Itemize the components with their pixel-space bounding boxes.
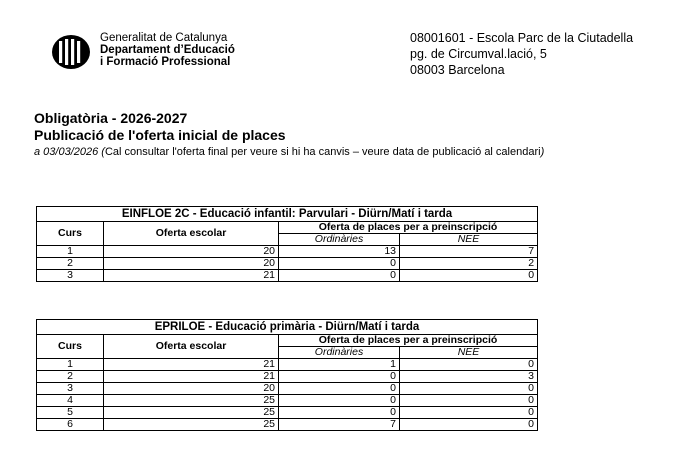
cell-oferta: 25	[104, 419, 279, 431]
cell-oferta: 21	[104, 270, 279, 282]
table-row	[37, 359, 538, 371]
publication-note	[34, 145, 544, 160]
cell-ordinaries: 1	[279, 359, 400, 371]
cell-curs: 2	[37, 258, 104, 270]
offer-table-infantil	[36, 206, 538, 282]
publication-note-end: )	[540, 146, 545, 158]
logo-line-generalitat: Generalitat de Catalunya	[100, 32, 228, 44]
generalitat-emblem-icon	[50, 32, 92, 72]
school-name: 08001601 - Escola Parc de la Ciutadella	[410, 31, 634, 45]
school-city: 08003 Barcelona	[410, 63, 505, 77]
cell-nee: 0	[400, 270, 538, 282]
cell-nee: 7	[400, 246, 538, 258]
col-curs: Curs	[37, 222, 104, 246]
cell-curs: 5	[37, 407, 104, 419]
logo-line-departament: Departament d’Educació	[100, 44, 235, 56]
cell-nee: 0	[400, 407, 538, 419]
cell-oferta: 20	[104, 258, 279, 270]
table-row	[37, 270, 538, 282]
table-title: EPRILOE - Educació primària - Diürn/Matí i tarda	[37, 320, 538, 335]
table-row	[37, 407, 538, 419]
cell-ordinaries: 0	[279, 407, 400, 419]
cell-ordinaries: 0	[279, 371, 400, 383]
table-row	[37, 371, 538, 383]
cell-oferta: 25	[104, 407, 279, 419]
cell-curs: 4	[37, 395, 104, 407]
generalitat-logo	[50, 32, 290, 72]
cell-nee: 2	[400, 258, 538, 270]
col-preinscripcio: Oferta de places per a preinscripció	[279, 222, 538, 234]
cell-nee: 0	[400, 395, 538, 407]
table-row	[37, 395, 538, 407]
publication-note-text: Cal consultar l'oferta final per veure si hi ha canvis – veure data de publicació al calendari	[104, 146, 541, 158]
page-subtitle: Publicació de l'oferta inicial de places	[34, 127, 286, 143]
school-street: pg. de Circumval.lació, 5	[410, 47, 547, 61]
cell-curs: 3	[37, 270, 104, 282]
col-oferta: Oferta escolar	[104, 335, 279, 359]
publication-date: a 03/03/2026 (	[34, 146, 105, 158]
cell-nee: 0	[400, 359, 538, 371]
cell-curs: 1	[37, 359, 104, 371]
cell-ordinaries: 0	[279, 395, 400, 407]
col-oferta: Oferta escolar	[104, 222, 279, 246]
cell-curs: 2	[37, 371, 104, 383]
col-nee: NEE	[400, 347, 538, 359]
cell-nee: 0	[400, 419, 538, 431]
cell-ordinaries: 0	[279, 383, 400, 395]
col-ordinaries: Ordinàries	[279, 347, 400, 359]
school-address	[410, 30, 633, 78]
table-row	[37, 258, 538, 270]
cell-curs: 6	[37, 419, 104, 431]
offer-table-primaria	[36, 319, 538, 431]
cell-oferta: 20	[104, 383, 279, 395]
cell-oferta: 21	[104, 359, 279, 371]
col-ordinaries: Ordinàries	[279, 234, 400, 246]
page-heading	[34, 110, 544, 160]
cell-nee: 3	[400, 371, 538, 383]
cell-curs: 1	[37, 246, 104, 258]
cell-oferta: 25	[104, 395, 279, 407]
cell-curs: 3	[37, 383, 104, 395]
page-title: Obligatòria - 2026-2027	[34, 110, 188, 126]
col-preinscripcio: Oferta de places per a preinscripció	[279, 335, 538, 347]
logo-line-formacio: i Formació Professional	[100, 56, 231, 68]
cell-ordinaries: 0	[279, 258, 400, 270]
cell-ordinaries: 7	[279, 419, 400, 431]
col-curs: Curs	[37, 335, 104, 359]
col-nee: NEE	[400, 234, 538, 246]
cell-oferta: 21	[104, 371, 279, 383]
cell-ordinaries: 0	[279, 270, 400, 282]
cell-nee: 0	[400, 383, 538, 395]
table-row	[37, 246, 538, 258]
cell-ordinaries: 13	[279, 246, 400, 258]
table-row	[37, 419, 538, 431]
cell-oferta: 20	[104, 246, 279, 258]
table-row	[37, 383, 538, 395]
table-title: EINFLOE 2C - Educació infantil: Parvulari - Diürn/Matí i tarda	[37, 207, 538, 222]
